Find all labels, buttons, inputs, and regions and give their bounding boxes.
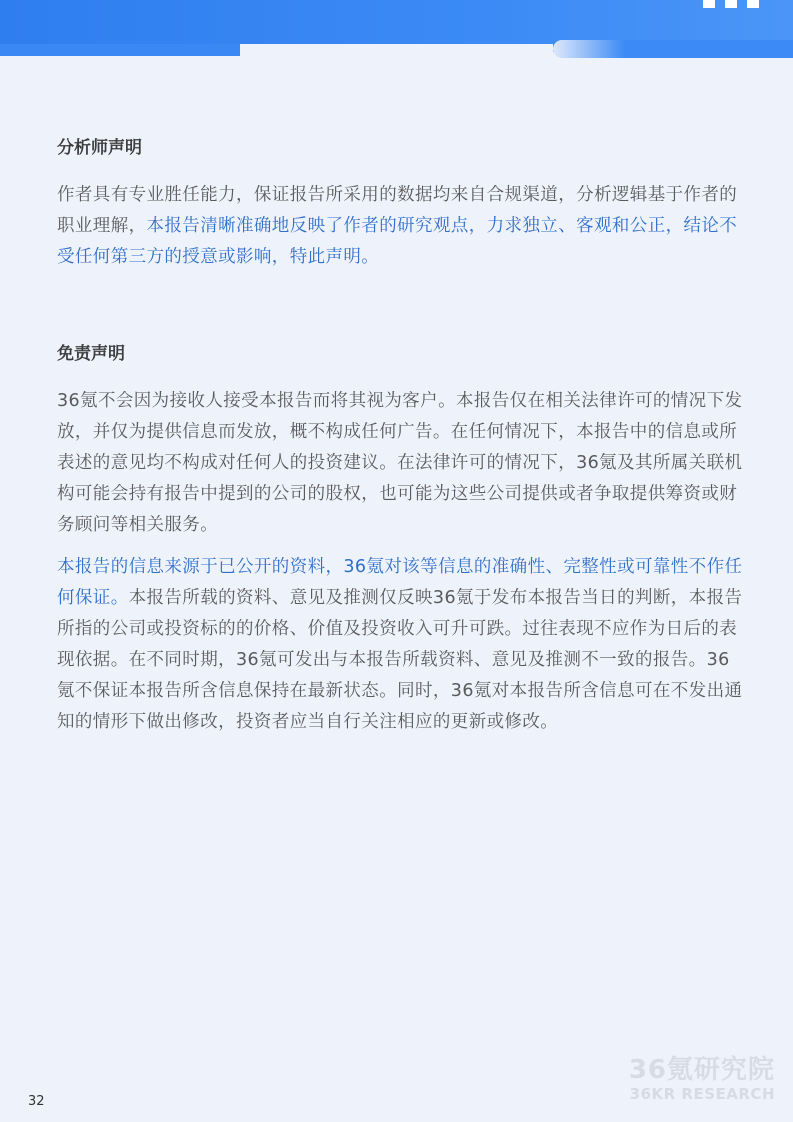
header-band-left-edge: [0, 44, 240, 56]
header-band-cut: [240, 44, 553, 54]
analyst-statement-text: [57, 180, 747, 273]
watermark-logo: [629, 1055, 775, 1103]
analyst-statement-text-normal: 作者具有专业胜任能力，保证报告所采用的数据均来自合规渠道，分析逻辑基于作者的职业理解，: [57, 185, 738, 236]
disclaimer-paragraph-2-normal: 本报告所载的资料、意见及推测仅反映36氪于发布本报告当日的判断，本报告所指的公司或投资标的的价格、价值及投资收入可升可跌。过往表现不应作为日后的表现依据。在不同时期，36氪可发出与本报告所载资料、意见及推测不一致的报告。36氪不保证本报告所含信息保持在最新状态。同时，36氪对本报告所含信息可在不发出通知的情形下做出修改，投资者应当自行关注相应的更新或修改。: [57, 588, 743, 732]
watermark-cn: 36氪研究院: [628, 1055, 775, 1085]
analyst-statement-section: [57, 136, 747, 273]
logo-fragment-2: [725, 0, 737, 8]
disclaimer-paragraph-2-highlight: 本报告的信息来源于已公开的资料，36氪对该等信息的准确性、完整性或可靠性不作任何保证。: [57, 557, 743, 608]
logo-fragment-3: [747, 0, 759, 8]
disclaimer-heading: 免责声明: [57, 344, 125, 364]
page-number: 32: [28, 1094, 45, 1109]
disclaimer-paragraph-2: [57, 552, 747, 738]
analyst-statement-heading: 分析师声明: [57, 138, 142, 158]
disclaimer-paragraph-1: 36氪不会因为接收人接受本报告而将其视为客户。本报告仅在相关法律许可的情况下发放，并仅为提供信息而发放，概不构成任何广告。在任何情况下，本报告中的信息或所表述的意见均不构成对任何人的投资建议。在法律许可的情况下，36氪及其所属关联机构可能会持有报告中提到的公司的股权，也可能为这些公司提供或者争取提供筹资或财务顾问等相关服务。: [57, 391, 743, 535]
watermark-en: 36KR RESEARCH: [629, 1085, 775, 1103]
logo-fragment-1: [703, 0, 715, 8]
header-band: [0, 0, 793, 52]
header-band-right-edge: [553, 40, 793, 58]
disclaimer-section: [57, 342, 747, 738]
header-logo-fragment: [703, 0, 773, 8]
analyst-statement-text-highlight: 本报告清晰准确地反映了作者的研究观点，力求独立、客观和公正，结论不受任何第三方的授意或影响，特此声明。: [57, 216, 738, 267]
